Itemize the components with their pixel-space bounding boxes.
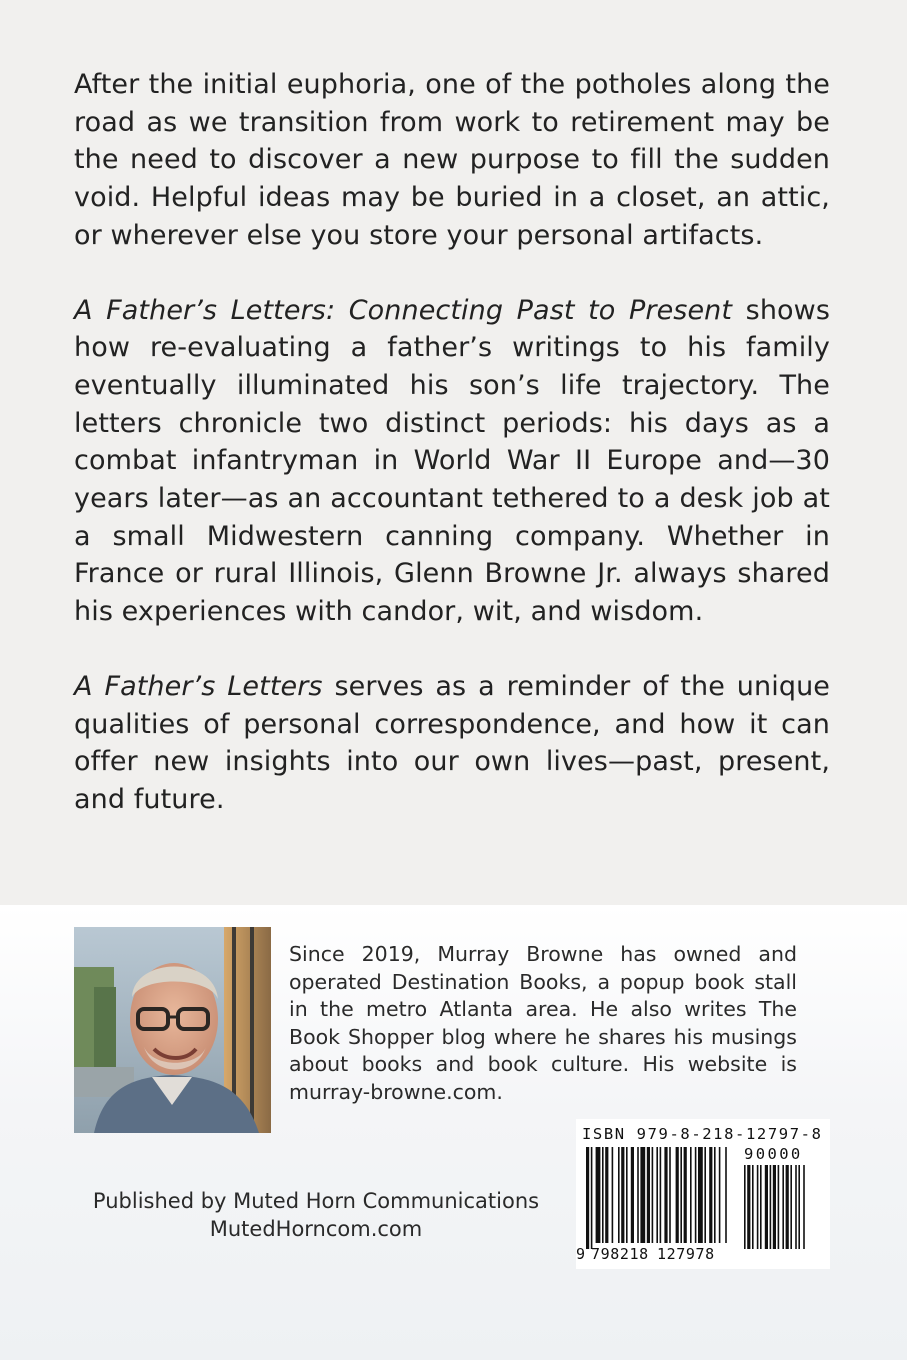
- barcode-bar: [698, 1147, 703, 1243]
- blurb-paragraph-2-text: shows how re-evaluating a father’s writings to his family eventually illuminated his son’s life trajectory. The letters chronicle two distinct periods: his days as a combat infantryman in World War II Europe and—30 years later—as an accountant tethered to a desk job at a small Midwestern canning company. Whether in France or rural Illinois, Glenn Browne Jr. always shared his experiences with candor, wit, and wisdom.: [74, 294, 830, 628]
- barcode-bar: [621, 1147, 624, 1243]
- price-addon-bar: [765, 1165, 768, 1249]
- publisher-info: [60, 1187, 572, 1243]
- barcode-bar: [709, 1147, 712, 1243]
- barcode-bar: [612, 1147, 614, 1243]
- barcode-bar: [695, 1147, 697, 1243]
- price-addon-bar: [786, 1165, 789, 1249]
- isbn-barcode: [576, 1119, 830, 1269]
- author-portrait-image: [74, 927, 271, 1133]
- barcode-bar: [719, 1147, 721, 1243]
- barcode-bar: [602, 1147, 604, 1243]
- price-addon-bar: [795, 1165, 797, 1249]
- isbn-label: ISBN 979-8-218-12797-8: [582, 1125, 823, 1143]
- price-addon-bar: [798, 1165, 800, 1249]
- barcode-bar: [591, 1147, 593, 1249]
- blurb-paragraph-3-text: serves as a reminder of the unique qualities of personal correspondence, and how it can offer new insights into our own lives—past, present, and future.: [74, 670, 830, 815]
- barcode-bar: [637, 1147, 639, 1243]
- barcode-bar: [676, 1147, 679, 1243]
- price-addon-bar: [760, 1165, 762, 1249]
- barcode-bar: [714, 1147, 716, 1243]
- ean-first-digit: 9: [576, 1245, 586, 1263]
- barcode-bar: [626, 1147, 628, 1243]
- blurb-paragraph-2: [74, 292, 830, 631]
- price-addon-bar: [744, 1165, 746, 1249]
- cover-blurb: [74, 66, 830, 819]
- barcode-bar: [656, 1147, 658, 1243]
- book-short-title-italic: A Father’s Letters: [74, 670, 323, 702]
- publisher-website: MutedHorncom.com: [209, 1217, 423, 1241]
- price-addon-bar: [770, 1165, 772, 1249]
- author-panel: [0, 905, 907, 1360]
- price-code: 90000: [744, 1145, 803, 1163]
- price-addon-bar: [757, 1165, 759, 1249]
- barcode-bar: [652, 1147, 654, 1243]
- barcode-bar: [596, 1147, 601, 1243]
- barcode-bar: [684, 1147, 687, 1243]
- barcode-bar: [586, 1147, 589, 1249]
- price-addon-bar: [803, 1165, 805, 1249]
- publisher-name: Published by Muted Horn Communications: [92, 1189, 540, 1213]
- price-addon-bar: [747, 1165, 750, 1249]
- blurb-paragraph-1: After the initial euphoria, one of the potholes along the road as we transition from work to retirement may be the need to discover a new purpose to fill the sudden void. Helpful ideas may be buried in a closet, an attic, or wherever else you store your personal artifacts.: [74, 69, 830, 251]
- ean-right-group: 127978: [657, 1245, 715, 1263]
- barcode-bar: [618, 1147, 620, 1243]
- book-title-italic: A Father’s Letters: Connecting Past to Present: [74, 294, 733, 326]
- barcode-bar: [690, 1147, 692, 1243]
- barcode-bar: [725, 1147, 727, 1243]
- barcode-bar: [640, 1147, 645, 1243]
- barcode-bar: [631, 1147, 634, 1243]
- ean-left-group: 798218: [591, 1245, 649, 1263]
- price-addon-bar: [790, 1165, 792, 1249]
- barcode-bar: [605, 1147, 608, 1243]
- barcode-bar: [660, 1147, 662, 1243]
- price-addon-bar: [773, 1165, 776, 1249]
- price-addon-bar: [752, 1165, 754, 1249]
- blurb-paragraph-3: [74, 668, 830, 819]
- price-addon-bar: [782, 1165, 784, 1249]
- barcode-bar: [680, 1147, 682, 1243]
- barcode-bar: [647, 1147, 650, 1243]
- price-addon-bar: [778, 1165, 780, 1249]
- barcode-bar: [664, 1147, 667, 1243]
- author-photo: [74, 927, 271, 1133]
- barcode-bar: [669, 1147, 671, 1243]
- author-bio: Since 2019, Murray Browne has owned and operated Destination Books, a popup book stall in the metro Atlanta area. He also writes The Book Shopper blog where he shares his musings about books and book culture. His website is murray-browne.com.: [289, 942, 797, 1104]
- barcode-bar: [704, 1147, 706, 1243]
